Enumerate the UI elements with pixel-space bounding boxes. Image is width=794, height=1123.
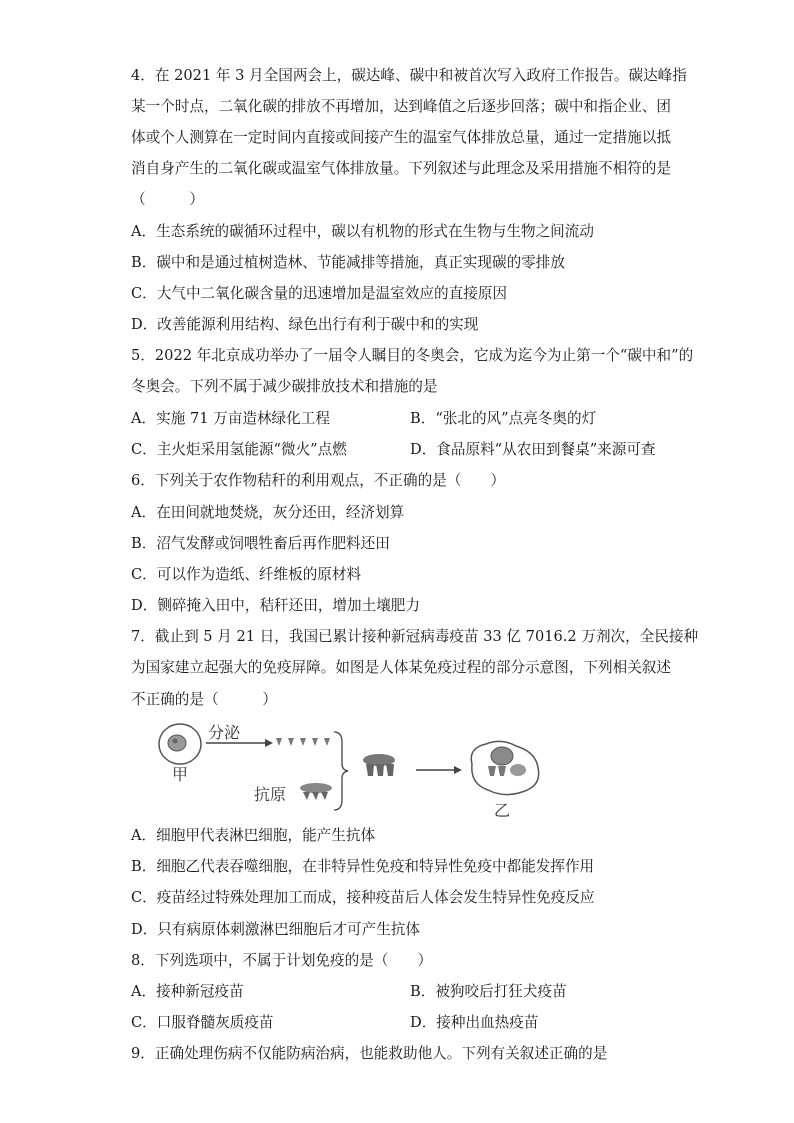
antigen-icon — [300, 783, 332, 800]
q8-option-row-2 — [131, 1013, 539, 1033]
label-secrete: 分泌 — [208, 723, 241, 742]
cell-jia-illustration — [159, 724, 201, 764]
q5-option-b: B．“张北的风”点亮冬奥的灯 — [410, 410, 597, 427]
q6-stem: 6．下列关于农作物秸秆的利用观点，不正确的是（ ） — [131, 472, 506, 489]
q6-option-a: A．在田间就地焚烧，灰分还田，经济划算 — [131, 504, 405, 521]
q7-stem-line-1: 7．截止到 5 月 21 日，我国已累计接种新冠病毒疫苗 33 亿 7016.2 万剂次，全民接种 — [131, 628, 699, 645]
q7-option-c: C．疫苗经过特殊处理加工而成，接种疫苗后人体会发生特异性免疫反应 — [131, 889, 595, 906]
immune-process-figure — [150, 718, 570, 820]
q4-stem-line-4: 消自身产生的二氧化碳或温室气体排放量。下列叙述与此理念及采用措施不相符的是 — [131, 160, 671, 177]
q7-option-b: B．细胞乙代表吞噬细胞，在非特异性免疫和特异性免疫中都能发挥作用 — [131, 858, 595, 875]
engulf-arrow — [416, 766, 462, 774]
q8-option-d: D．接种出血热疫苗 — [410, 1014, 539, 1031]
q8-stem: 8．下列选项中，不属于计划免疫的是（ ） — [131, 952, 433, 969]
q4-stem-line-1: 4．在 2021 年 3 月全国两会上，碳达峰、碳中和被首次写入政府工作报告。碳达峰指 — [131, 67, 687, 84]
q5-option-a: A．实施 71 万亩造林绿化工程 — [131, 410, 330, 427]
q8-option-row-1 — [131, 982, 567, 1002]
label-jia: 甲 — [172, 765, 189, 784]
q5-option-c: C．主火炬采用氢能源“微火”点燃 — [131, 441, 347, 458]
q4-option-a: A．生态系统的碳循环过程中，碳以有机物的形式在生物与生物之间流动 — [131, 223, 594, 240]
q6-option-d: D．铡碎掩入田中，秸秆还田，增加土壤肥力 — [131, 597, 420, 614]
q5-stem-line-2: 冬奥会。下列不属于减少碳排放技术和措施的是 — [131, 378, 438, 395]
q4-stem-line-3: 体或个人测算在一定时间内直接或间接产生的温室气体排放总量，通过一定措施以抵 — [131, 129, 671, 146]
label-antigen: 抗原 — [254, 785, 287, 804]
q8-option-a: A．接种新冠疫苗 — [131, 983, 244, 1000]
q6-option-c: C．可以作为造纸、纤维板的原材料 — [131, 566, 362, 583]
q4-option-d: D．改善能源利用结构、绿色出行有利于碳中和的实现 — [131, 316, 479, 333]
q4-option-b: B．碳中和是通过植树造林、节能减排等措施，真正实现碳的零排放 — [131, 254, 565, 271]
q7-option-d: D．只有病原体刺激淋巴细胞后才可产生抗体 — [131, 921, 420, 938]
q8-option-b: B．被狗咬后打狂犬疫苗 — [410, 983, 567, 1000]
q5-option-d: D．食品原料“从农田到餐桌”来源可查 — [410, 441, 656, 458]
q5-stem-line-1: 5．2022 年北京成功举办了一届令人瞩目的冬奥会，它成为迄今为止第一个“碳中和”的 — [131, 347, 694, 364]
cell-yi-illustration — [471, 741, 538, 794]
q7-stem-line-2: 为国家建立起强大的免疫屏障。如图是人体某免疫过程的部分示意图，下列相关叙述 — [131, 659, 671, 676]
q9-stem: 9．正确处理伤病不仅能防病治病，也能救助他人。下列有关叙述正确的是 — [131, 1045, 608, 1062]
q4-stem-line-2: 某一个时点，二氧化碳的排放不再增加，达到峰值之后逐步回落；碳中和指企业、团 — [131, 98, 671, 115]
antigen-antibody-complex — [363, 754, 395, 776]
q4-answer-blank: （ ） — [131, 191, 204, 208]
q8-option-c: C．口服脊髓灰质疫苗 — [131, 1014, 274, 1031]
q5-option-row-1 — [131, 409, 597, 429]
antibody-icons — [276, 738, 330, 746]
q4-option-c: C．大气中二氧化碳含量的迅速增加是温室效应的直接原因 — [131, 285, 508, 302]
q5-option-row-2 — [131, 440, 656, 460]
q6-option-b: B．沼气发酵或饲喂牲畜后再作肥料还田 — [131, 535, 390, 552]
label-yi: 乙 — [494, 801, 511, 820]
brace — [334, 732, 348, 810]
q7-stem-line-3: 不正确的是（ ） — [131, 691, 277, 708]
q7-option-a: A．细胞甲代表淋巴细胞，能产生抗体 — [131, 827, 376, 844]
